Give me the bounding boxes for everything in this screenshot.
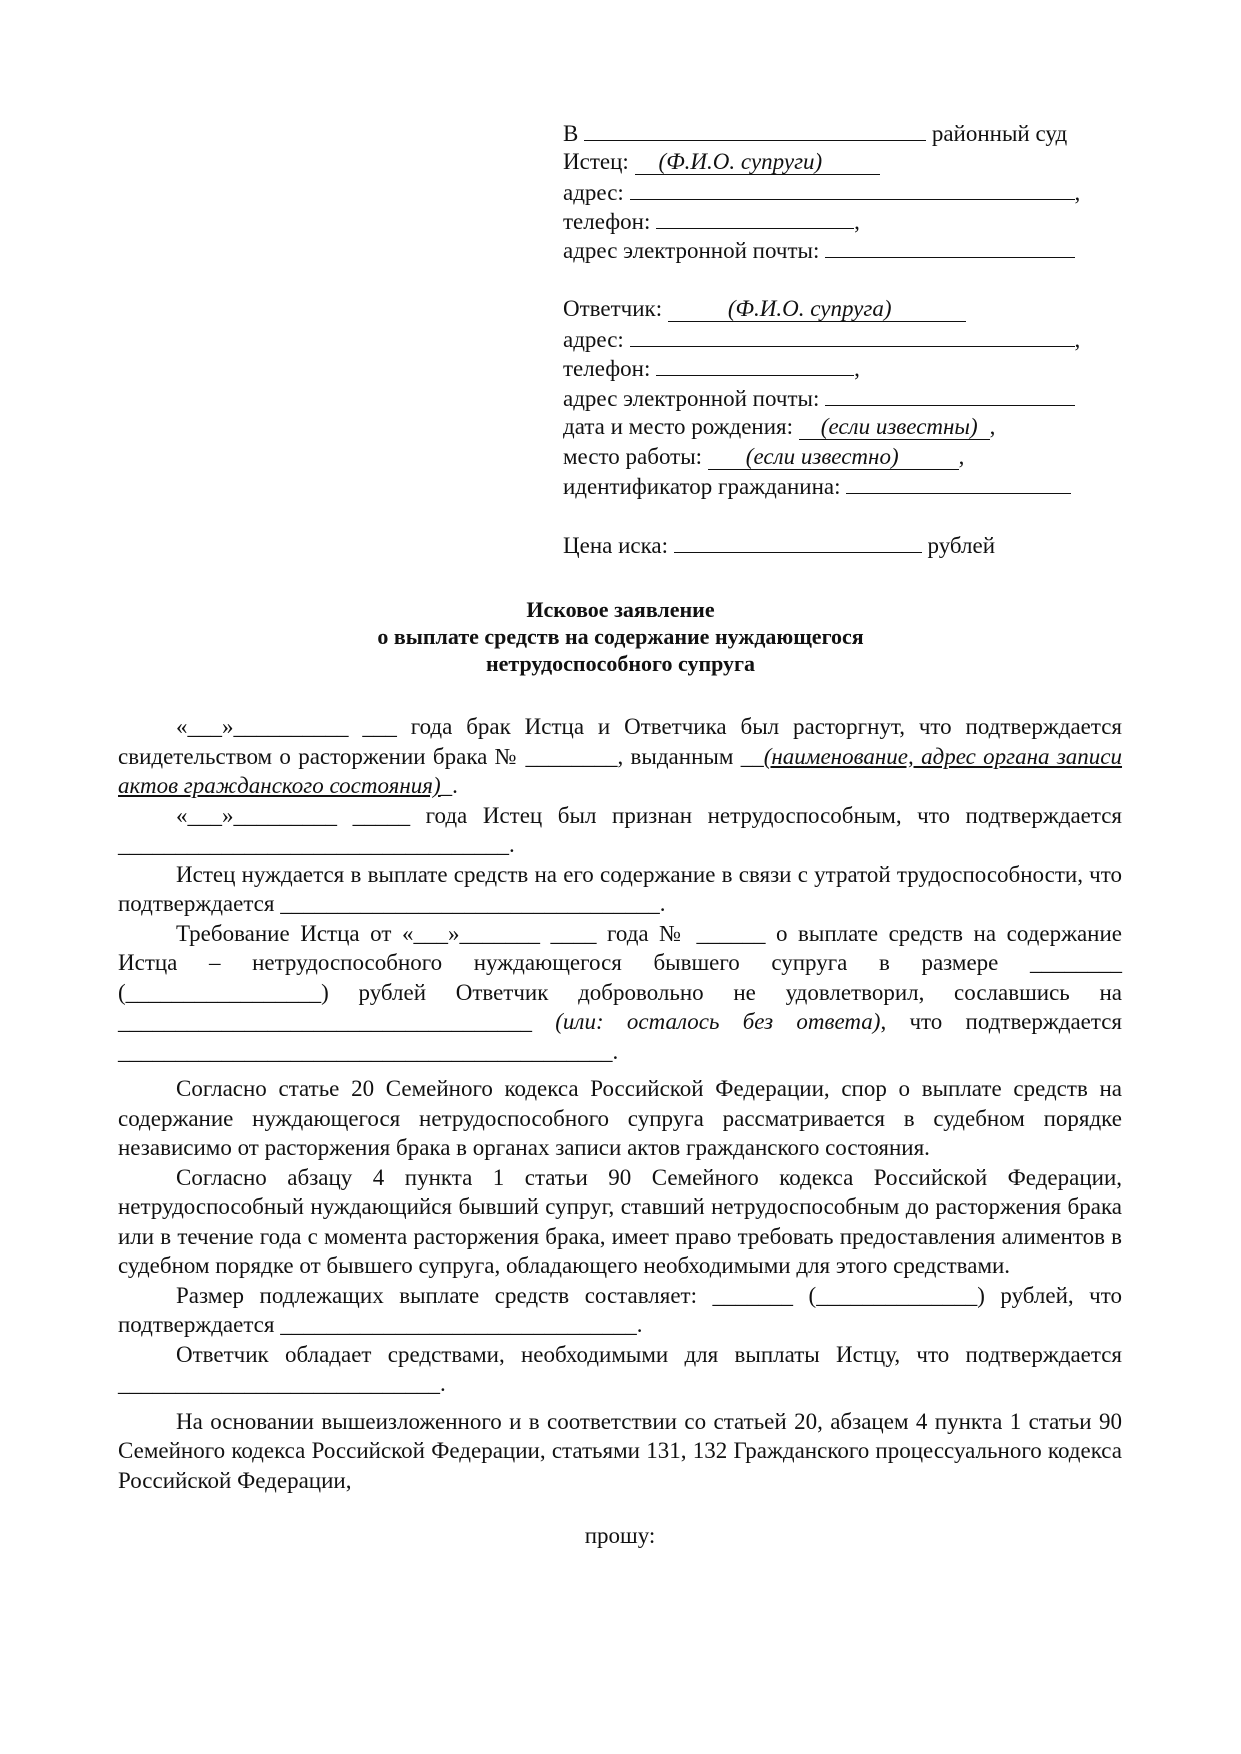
work-line: место работы: (если известно) , bbox=[563, 444, 965, 469]
plaintiff-phone-label: телефон: bbox=[563, 209, 651, 234]
defendant-phone-blank bbox=[656, 353, 854, 376]
plaintiff-email-line bbox=[563, 235, 1103, 265]
plaintiff-value: (Ф.И.О. супруги) bbox=[635, 149, 881, 175]
claim-price-label: Цена иска: bbox=[563, 533, 669, 558]
plaintiff-address-label: адрес: bbox=[563, 180, 624, 205]
defendant-phone-label: телефон: bbox=[563, 356, 651, 381]
title-line-2: о выплате средств на содержание нуждающегося bbox=[377, 624, 864, 649]
paragraph-means: Ответчик обладает средствами, необходимыми для выплаты Истцу, что подтверждается ____________________________. bbox=[118, 1341, 1122, 1396]
defendant-label: Ответчик: bbox=[563, 296, 663, 321]
paragraph-need: Истец нуждается в выплате средств на его содержание в связи с утратой трудоспособности, что подтверждается _________________________________. bbox=[118, 861, 1122, 916]
paragraph-article-20: Согласно статье 20 Семейного кодекса Российской Федерации, спор о выплате средств на содержание нуждающегося нетрудоспособного супруга рассматривается в судебном порядке независимо от расторжения брака в органах записи актов гражданского состояния. bbox=[118, 1076, 1122, 1160]
court-blank bbox=[584, 118, 926, 141]
birth-value: (если известны) bbox=[799, 414, 990, 440]
citizen-id-line bbox=[563, 471, 1103, 501]
plaintiff-label: Истец: bbox=[563, 149, 629, 174]
court-suffix: районный суд bbox=[931, 121, 1068, 146]
paragraph-demand: Требование Истца от «___»_______ ____ года № ______ о выплате средств на содержание Истца – нетрудоспособного нуждающегося бывшего супруга в размере ________ (_________________) рублей Ответчик добровольно не удовлетворил, сославшись на ____________________________________ (или: осталось без ответа), что подтверждается ___________________________________________. bbox=[118, 920, 1123, 1064]
plaintiff-address-blank bbox=[630, 177, 1075, 200]
work-value: (если известно) bbox=[708, 444, 959, 470]
plaintiff-phone-line: телефон: , bbox=[563, 206, 1103, 236]
birth-line: дата и место рождения: (если известны) , bbox=[563, 414, 996, 439]
defendant-address-blank bbox=[630, 324, 1075, 347]
defendant-phone-line: телефон: , bbox=[563, 353, 1103, 383]
citizen-id-blank bbox=[846, 471, 1071, 494]
paragraph-amount: Размер подлежащих выплате средств составляет: _______ (______________) рублей, что подтверждается _______________________________. bbox=[118, 1282, 1122, 1337]
plaintiff-email-blank bbox=[825, 235, 1075, 258]
plaintiff-email-label: адрес электронной почты: bbox=[563, 238, 820, 263]
paragraph-disability: «___»_________ _____ года Истец был признан нетрудоспособным, что подтверждается __________________________________. bbox=[118, 802, 1122, 857]
document-title bbox=[0, 596, 1241, 677]
title-line-3: нетрудоспособного супруга bbox=[485, 651, 756, 676]
defendant-value: (Ф.И.О. супруга) bbox=[668, 296, 966, 322]
paragraph-divorce: «___»__________ ___ года брак Истца и Ответчика был расторгнут, что подтверждается свидетельством о расторжении брака № ________, выданным __(наименование, адрес органа записи актов гражданского состояния)_. bbox=[118, 714, 1123, 798]
defendant-line bbox=[563, 294, 1103, 323]
claim-price-blank bbox=[674, 530, 922, 553]
claim-price-line bbox=[563, 530, 1103, 560]
defendant-address-label: адрес: bbox=[563, 327, 624, 352]
work-label: место работы: bbox=[563, 444, 703, 469]
plaintiff-address-line: адрес: , bbox=[563, 177, 1103, 207]
defendant-address-line: адрес: , bbox=[563, 324, 1103, 354]
claim-price-suffix: рублей bbox=[927, 533, 996, 558]
court-line bbox=[563, 118, 1103, 148]
paragraph-grounds: На основании вышеизложенного и в соответствии со статьей 20, абзацем 4 пункта 1 статьи 90 Семейного кодекса Российской Федерации, статьями 131, 132 Гражданского процессуального кодекса Российской Федерации, bbox=[118, 1408, 1122, 1493]
title-line-1: Исковое заявление bbox=[526, 597, 715, 622]
citizen-id-label: идентификатор гражданина: bbox=[563, 474, 841, 499]
court-prefix: В bbox=[563, 121, 579, 146]
birth-label: дата и место рождения: bbox=[563, 414, 794, 439]
defendant-email-blank bbox=[825, 383, 1075, 406]
request-heading: прошу: bbox=[584, 1523, 656, 1548]
plaintiff-line bbox=[563, 147, 1103, 176]
plaintiff-phone-blank bbox=[656, 206, 854, 229]
document-body bbox=[118, 712, 1122, 1551]
defendant-email-line bbox=[563, 383, 1103, 413]
paragraph-article-90: Согласно абзацу 4 пункта 1 статьи 90 Семейного кодекса Российской Федерации, нетрудоспособный нуждающийся бывший супруг, ставший нетрудоспособным до расторжения брака или в течение года с момента расторжения брака, имеет право требовать предоставления алиментов в судебном порядке от бывшего супруга, обладающего необходимыми для этого средствами. bbox=[118, 1164, 1122, 1278]
defendant-email-label: адрес электронной почты: bbox=[563, 386, 820, 411]
